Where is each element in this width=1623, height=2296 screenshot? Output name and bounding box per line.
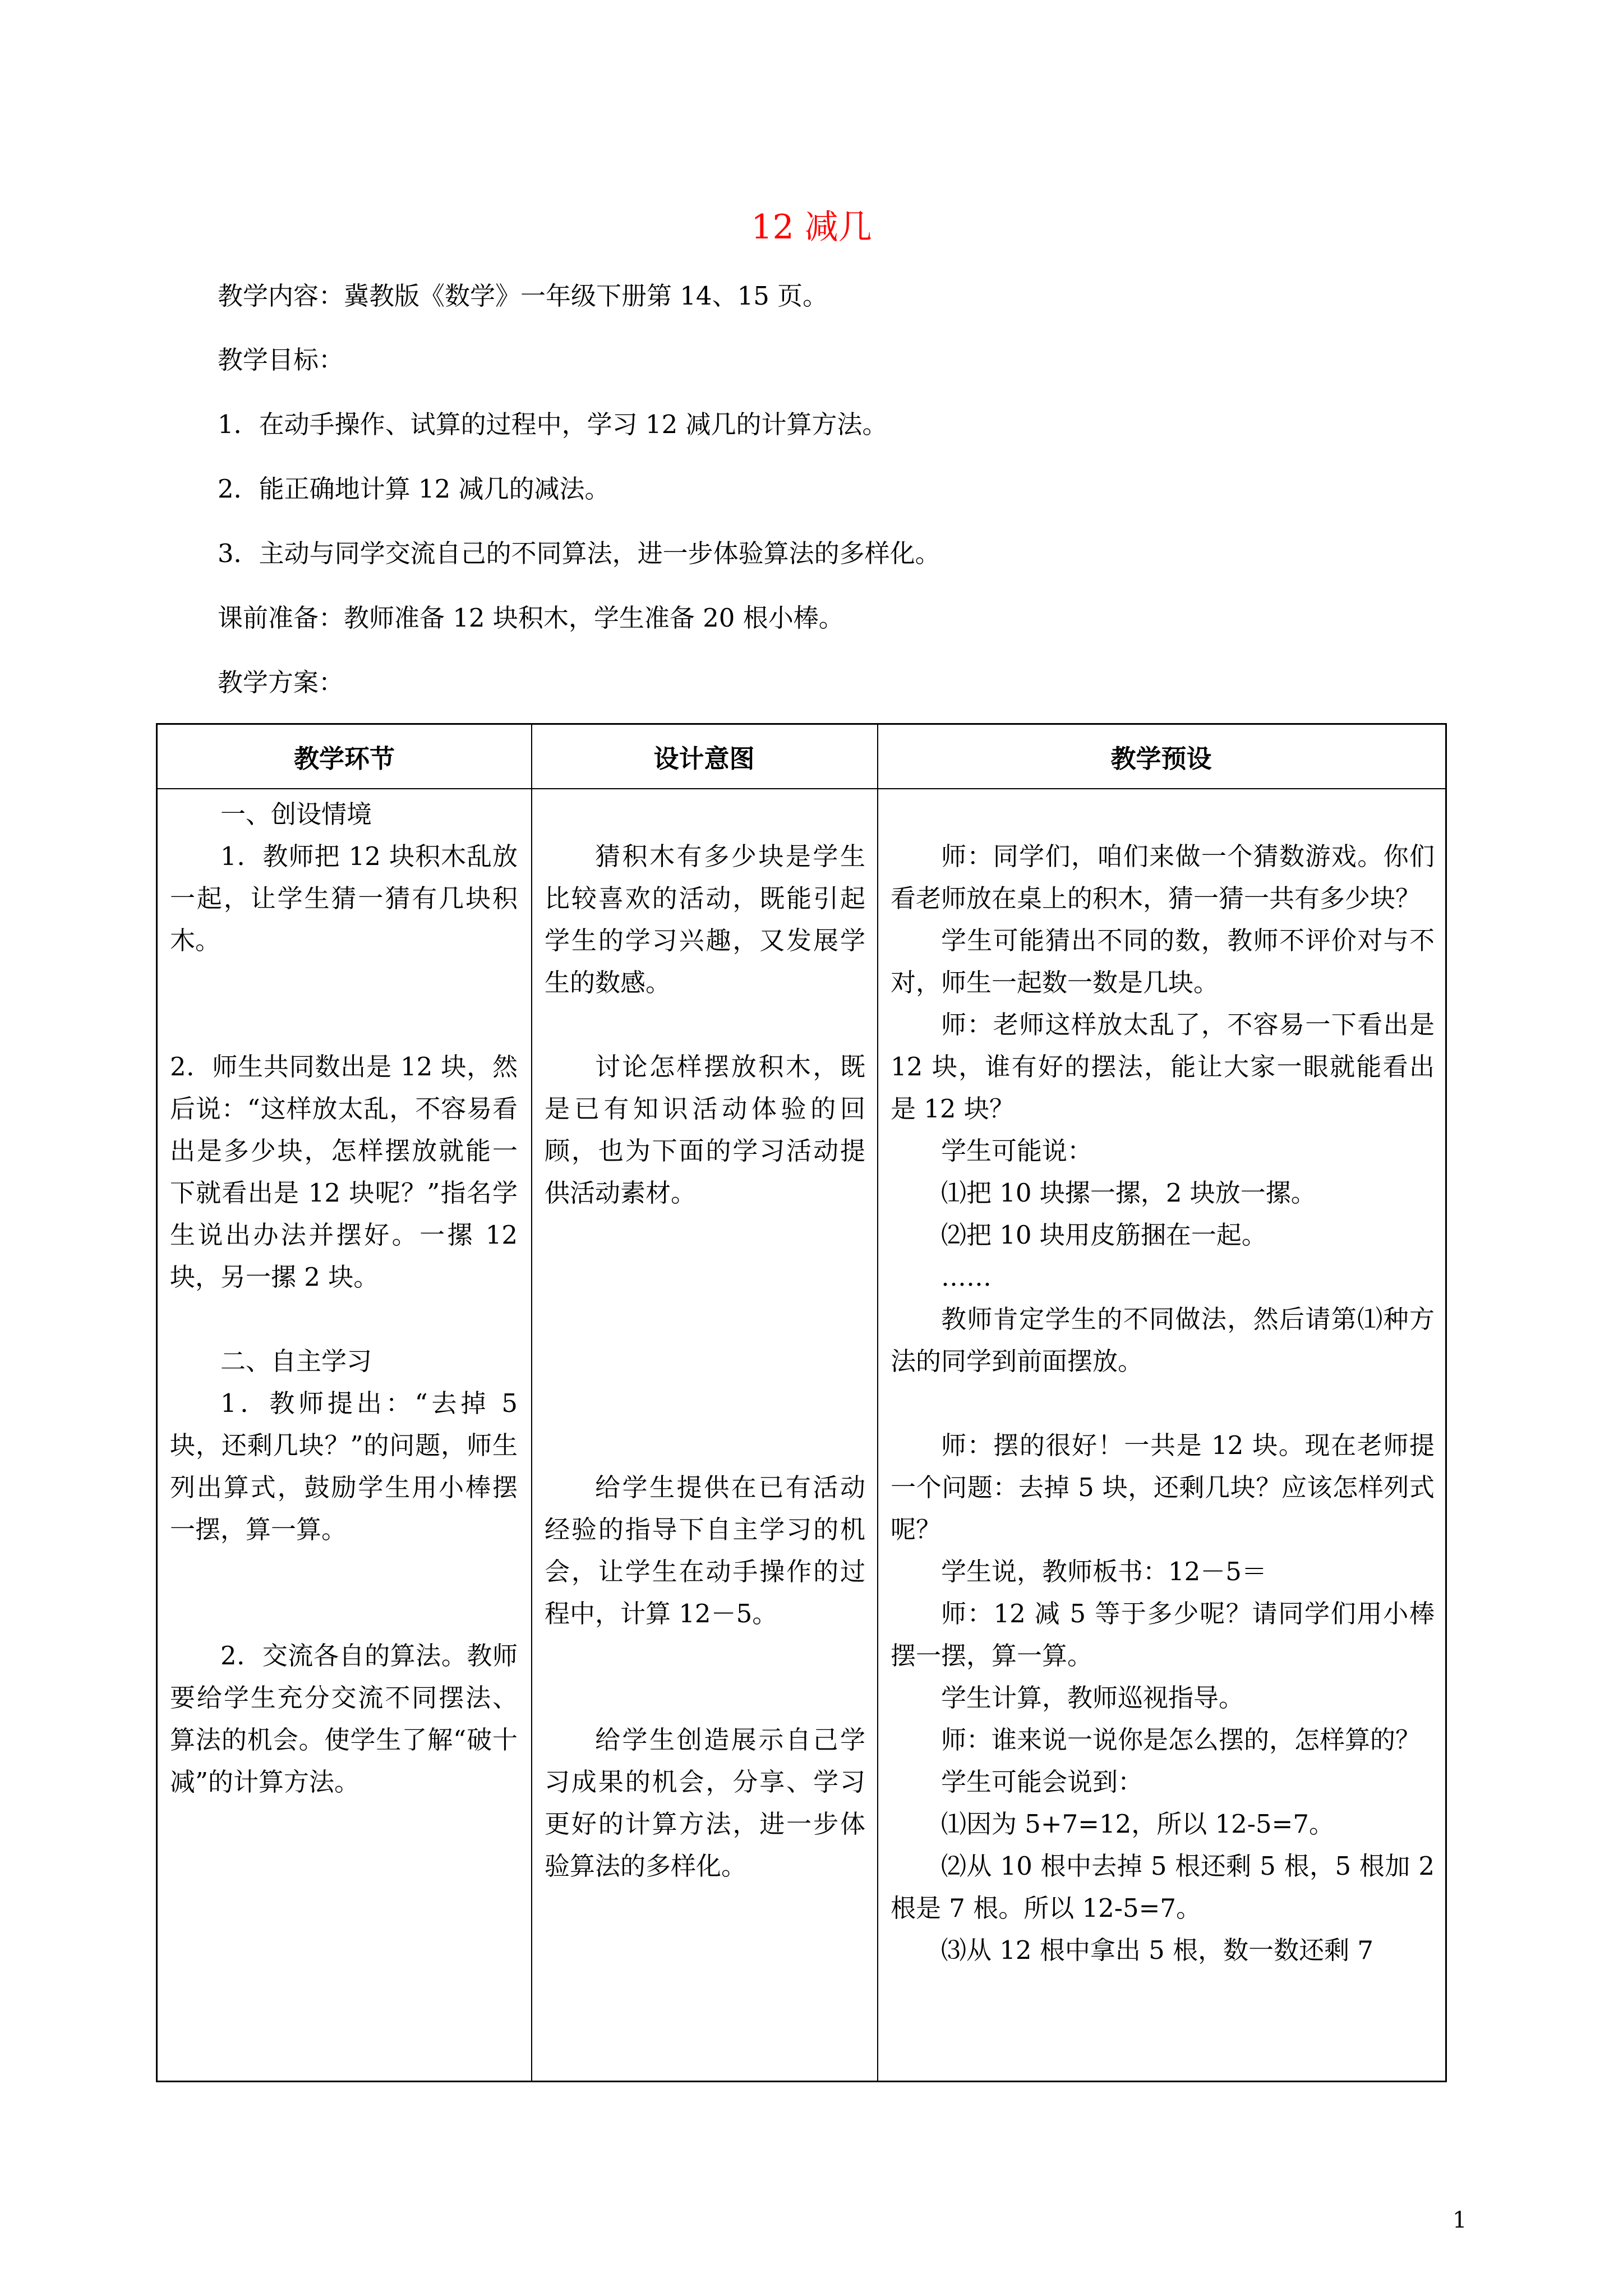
column-divider: [531, 725, 532, 2081]
step-text: 1．教师把 12 块积木乱放一起，让学生猜一猜有几块积木。: [170, 841, 518, 955]
preset-text: 学生可能说：: [941, 1136, 1093, 1166]
preset-text: ⑶从 12 根中拿出 5 根，数一数还剩 7: [941, 1935, 1374, 1965]
step-text: 2．交流各自的算法。教师要给学生充分交流不同摆法、算法的机会。使学生了解“破十减”的计算方法。: [170, 1641, 518, 1797]
preset-text: 学生可能会说到：: [941, 1767, 1144, 1797]
preset-text: 学生说，教师板书：12－5＝: [941, 1557, 1267, 1586]
col-teaching-steps: [170, 793, 518, 1803]
header-design-intent: 设计意图: [653, 744, 755, 774]
preset-text: ⑴把 10 块摞一摞，2 块放一摞。: [941, 1178, 1316, 1208]
preset-text: ⑵把 10 块用皮筋捆在一起。: [941, 1220, 1267, 1250]
preset-text: 学生可能猜出不同的数，教师不评价对与不对，师生一起数一数是几块。: [891, 926, 1435, 997]
header-teaching-preset: 教学预设: [1110, 744, 1212, 774]
page-number: 1: [1453, 2207, 1467, 2233]
step-text: 1．教师提出：“去掉 5 块，还剩几块？”的问题，师生列出算式，鼓励学生用小棒摆一摆，算一算。: [170, 1388, 518, 1544]
preset-text: ⑴因为 5+7=12，所以 12-5=7。: [941, 1809, 1334, 1839]
preset-text: ……: [941, 1262, 992, 1292]
goal-3: 3．主动与同学交流自己的不同算法，进一步体验算法的多样化。: [218, 539, 940, 568]
preset-text: 师：同学们，咱们来做一个猜数游戏。你们看老师放在桌上的积木，猜一猜一共有多少块？: [891, 841, 1435, 913]
preset-text: 师：摆的很好！一共是 12 块。现在老师提一个问题：去掉 5 块，还剩几块？应该怎样列式呢？: [891, 1430, 1435, 1544]
intent-text: 讨论怎样摆放积木，既是已有知识活动体验的回顾，也为下面的学习活动提供活动素材。: [545, 1052, 865, 1208]
preset-text: ⑵从 10 根中去掉 5 根还剩 5 根，5 根加 2 根是 7 根。所以 12-5=7。: [891, 1851, 1435, 1923]
header-divider: [158, 788, 1445, 789]
teaching-plan-label: 教学方案：: [218, 668, 344, 697]
goal-1: 1．在动手操作、试算的过程中，学习 12 减几的计算方法。: [218, 409, 888, 439]
section-heading: 一、创设情境: [220, 799, 372, 829]
preset-text: 师：谁来说一说你是怎么摆的，怎样算的？: [941, 1725, 1421, 1755]
preparation: 课前准备：教师准备 12 块积木，学生准备 20 根小棒。: [218, 603, 844, 633]
preset-text: 学生计算，教师巡视指导。: [941, 1683, 1244, 1713]
section-heading: 二、自主学习: [220, 1346, 372, 1376]
teaching-content: 教学内容：冀教版《数学》一年级下册第 14、15 页。: [218, 281, 828, 311]
col-teaching-preset: [891, 835, 1435, 1971]
goal-2: 2．能正确地计算 12 减几的减法。: [218, 474, 610, 504]
page-title: 12 减几: [751, 208, 872, 247]
preset-text: 教师肯定学生的不同做法，然后请第⑴种方法的同学到前面摆放。: [891, 1304, 1435, 1376]
intent-text: 给学生创造展示自己学习成果的机会，分享、学习更好的计算方法，进一步体验算法的多样化。: [545, 1725, 865, 1881]
teaching-goals-label: 教学目标：: [218, 345, 344, 375]
step-text: 2．师生共同数出是 12 块，然后说：“这样放太乱，不容易看出是多少块，怎样摆放就能一下就看出是 12 块呢？”指名学生说出办法并摆好。一摞 12 块，另一摞 2 块。: [170, 1052, 518, 1292]
intent-text: 猜积木有多少块是学生比较喜欢的活动，既能引起学生的学习兴趣，又发展学生的数感。: [545, 841, 865, 997]
intent-text: 给学生提供在已有活动经验的指导下自主学习的机会，让学生在动手操作的过程中，计算 12－5。: [545, 1473, 865, 1628]
lesson-plan-table: [156, 723, 1447, 2082]
header-teaching-step: 教学环节: [293, 744, 395, 774]
column-divider: [877, 725, 878, 2081]
preset-text: 师：12 减 5 等于多少呢？请同学们用小棒摆一摆，算一算。: [891, 1599, 1435, 1671]
col-design-intent: [545, 835, 865, 1887]
preset-text: 师：老师这样放太乱了，不容易一下看出是 12 块，谁有好的摆法，能让大家一眼就能看出是 12 块？: [891, 1010, 1435, 1124]
